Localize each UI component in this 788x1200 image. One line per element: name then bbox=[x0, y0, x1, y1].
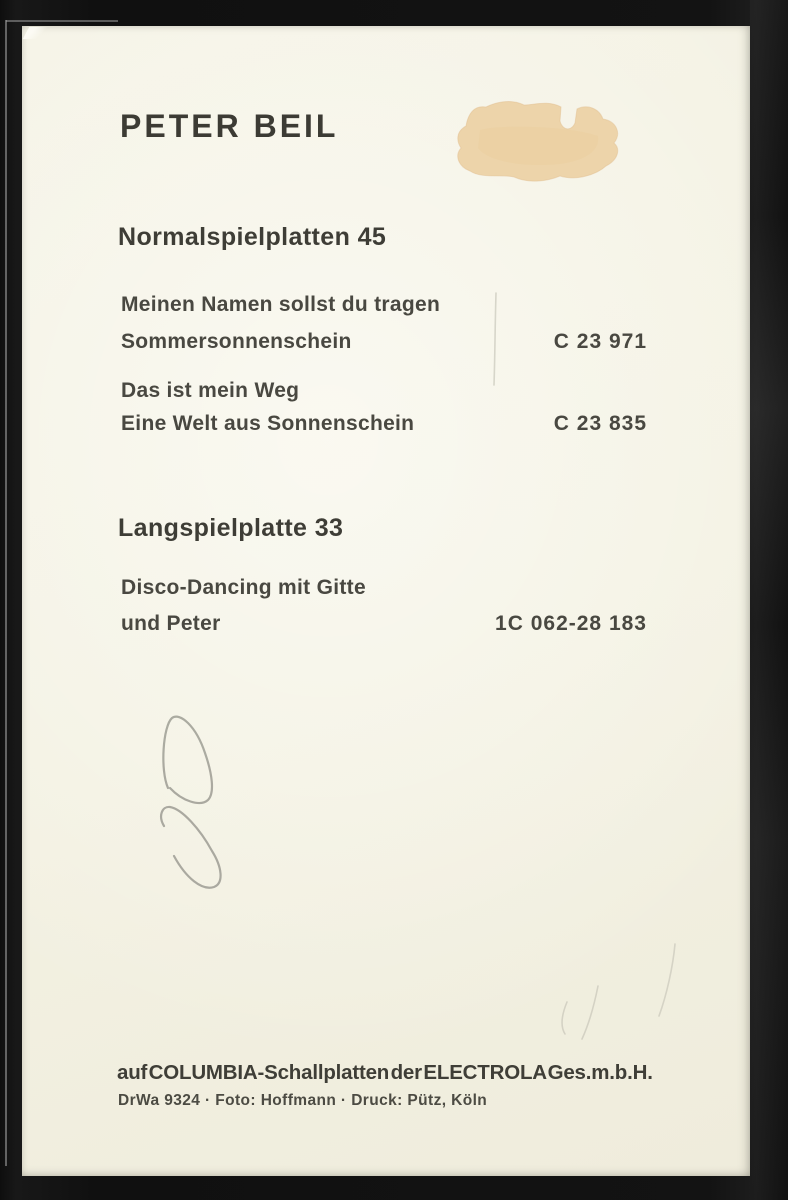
album-title: und Peter bbox=[121, 612, 221, 635]
frame-edge-line-horizontal bbox=[6, 20, 118, 22]
song-title: Meinen Namen sollst du tragen bbox=[121, 293, 441, 316]
artist-name: PETER BEIL bbox=[120, 108, 339, 144]
publisher-line: auf COLUMBIA-Schallplatten der ELECTROLA Ges.m.b.H. bbox=[117, 1061, 653, 1084]
record-entry-row bbox=[121, 612, 647, 636]
song-title: Eine Welt aus Sonnenschein bbox=[121, 412, 415, 435]
section-heading-singles: Normalspielplatten 45 bbox=[118, 223, 387, 251]
tape-stain bbox=[450, 96, 632, 196]
credits-line: DrWa 9324 · Foto: Hoffmann · Druck: Pütz, Köln bbox=[118, 1092, 488, 1109]
record-entry-row bbox=[121, 412, 647, 436]
catalog-number: C 23 835 bbox=[553, 412, 647, 435]
song-title: Sommersonnenschein bbox=[121, 330, 352, 353]
pencil-signature bbox=[22, 26, 750, 1176]
catalog-number: C 23 971 bbox=[553, 330, 647, 353]
album-title: Disco-Dancing mit Gitte bbox=[121, 576, 366, 599]
catalog-number: 1C 062-28 183 bbox=[495, 612, 647, 635]
record-entry-row bbox=[121, 330, 647, 354]
postcard-back bbox=[22, 26, 750, 1176]
frame-edge-line-vertical bbox=[5, 20, 7, 1166]
song-title: Das ist mein Weg bbox=[121, 379, 300, 402]
card-corner-fold bbox=[23, 27, 49, 39]
section-heading-lp: Langspielplatte 33 bbox=[118, 514, 344, 542]
faint-pencil-smudges bbox=[494, 293, 675, 1039]
